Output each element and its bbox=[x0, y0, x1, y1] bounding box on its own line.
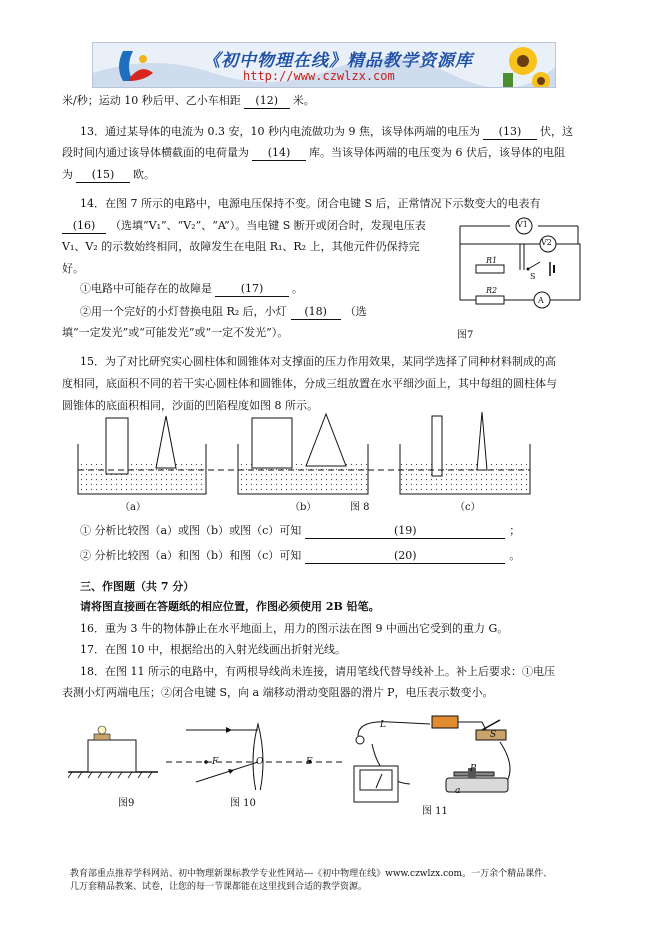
cone-a bbox=[156, 416, 176, 468]
blank-12: (12) bbox=[244, 94, 290, 109]
block-object bbox=[88, 740, 136, 772]
figure-11-caption: 图 11 bbox=[422, 806, 448, 817]
tray-c bbox=[400, 412, 530, 494]
bulb-icon bbox=[356, 736, 364, 744]
q16: 16．重为 3 牛的物体静止在水平地面上，用力的图示法在图 9 中画出它受到的重力 G。 bbox=[80, 622, 509, 635]
banner-url: http://www.czwlzx.com bbox=[243, 69, 395, 83]
q14-line-1: 14．在图 7 所示的电路中，电源电压保持不变。闭合电键 S 后，正常情况下示数变大的电表有 bbox=[80, 197, 541, 210]
resistor-r1-icon bbox=[476, 265, 504, 273]
banner-title: 《初中物理在线》精品教学资源库 bbox=[203, 51, 473, 71]
lamp-icon bbox=[94, 726, 110, 740]
focus-left bbox=[204, 760, 208, 764]
tray-a bbox=[78, 416, 206, 494]
switch-icon bbox=[527, 262, 541, 271]
incident-ray-2 bbox=[196, 762, 258, 782]
q13-line-3: 为 (15) 欧。 bbox=[62, 168, 155, 181]
figure-8-caption: 图 8 bbox=[350, 502, 370, 513]
blank-15: (15) bbox=[76, 168, 130, 183]
blank-14: (14) bbox=[252, 146, 306, 161]
q14-sub-2: ②用一个完好的小灯替换电阻 R₂ 后，小灯 (18) （选 bbox=[80, 305, 367, 318]
blank-17: (17) bbox=[215, 282, 289, 297]
blank-19: (19) bbox=[305, 524, 505, 539]
q13-line-2: 段时间内通过该导体横截面的电荷量为 (14) 库。当该导体两端的电压变为 6 伏后，该导体的电阻 bbox=[62, 146, 565, 159]
caption-c: （c） bbox=[455, 502, 481, 513]
q18-line-2: 表测小灯两端电压；②闭合电键 S，向 a 端移动滑动变阻器的滑片 P，电压表示数变小。 bbox=[62, 686, 494, 699]
section-3-note: 请将图直接画在答题纸的相应位置，作图必须使用 2B 铅笔。 bbox=[80, 600, 380, 613]
caption-b: （b） bbox=[290, 502, 317, 513]
label-p: P bbox=[470, 764, 477, 774]
q15-line-2: 度相同，底面积不同的若干实心圆柱体和圆锥体，分成三组放置在水平细沙面上，其中每组的圆柱体与 bbox=[62, 377, 557, 390]
label-f-right: F bbox=[306, 757, 313, 767]
label-v1: V1 bbox=[517, 220, 528, 229]
label-a-fig11: a bbox=[455, 786, 461, 796]
blank-20: (20) bbox=[305, 549, 505, 564]
label-r2: R2 bbox=[486, 286, 498, 295]
blank-16: (16) bbox=[62, 219, 106, 234]
cone-c bbox=[477, 412, 487, 470]
label-f-left: F bbox=[212, 757, 219, 767]
q14-sub-3: 填“一定发光”或“可能发光”或“一定不发光”）。 bbox=[62, 326, 289, 339]
label-s: S bbox=[530, 272, 536, 281]
header-banner bbox=[92, 42, 556, 88]
voltmeter-icon bbox=[354, 766, 398, 802]
figure-8-sand-trays bbox=[70, 408, 540, 498]
section-3-title: 三、作图题（共 7 分） bbox=[80, 580, 195, 593]
footer-line-2: 几万套精品教案、试卷，让您的每一节课都能在这里找到合适的教学资源。 bbox=[70, 882, 368, 892]
q18-line-1: 18．在图 11 所示的电路中，有两根导线尚未连接，请用笔线代替导线补上。补上后要求：①电压 bbox=[80, 665, 555, 678]
battery-icon bbox=[548, 262, 554, 276]
q12-tail: 米/秒；运动 10 秒后甲、乙小车相距 (12) 米。 bbox=[62, 94, 315, 107]
figure-10-caption: 图 10 bbox=[230, 798, 256, 809]
q15-line-3: 圆锥体的底面积相同，沙面的凹陷程度如图 8 所示。 bbox=[62, 399, 318, 412]
figure-9 bbox=[68, 716, 158, 780]
q17: 17．在图 10 中，根据给出的入射光线画出折射光线。 bbox=[80, 643, 346, 656]
label-a: A bbox=[538, 296, 544, 305]
q14-line-4: 好。 bbox=[62, 262, 84, 275]
figure-7-caption: 图7 bbox=[457, 330, 474, 341]
blank-13: (13) bbox=[483, 125, 537, 140]
label-l: L bbox=[380, 720, 386, 730]
label-r1: R1 bbox=[486, 256, 498, 265]
label-o: O bbox=[256, 757, 264, 767]
q14-sub-1: ①电路中可能存在的故障是 (17) 。 bbox=[80, 282, 303, 295]
figure-9-caption: 图9 bbox=[118, 798, 135, 809]
q15-sub-2: ② 分析比较图（a）和图（b）和图（c）可知 (20) 。 bbox=[80, 549, 521, 562]
battery-icon bbox=[432, 716, 458, 728]
q13-line-1: 13．通过某导体的电流为 0.3 安，10 秒内电流做功为 9 焦，该导体两端的电压为 (13) 伏，这 bbox=[80, 125, 573, 138]
q14-line-2: (16) （选填“V₁”、“V₂”、“A”）。当电键 S 断开或闭合时，发现电压表 bbox=[62, 219, 426, 234]
caption-a: （a） bbox=[120, 502, 146, 513]
cone-b bbox=[306, 414, 346, 466]
cylinder-b bbox=[252, 418, 292, 468]
label-v2: V2 bbox=[541, 238, 552, 247]
label-s-fig11: S bbox=[490, 730, 497, 740]
footer-line-1: 教育部重点推荐学科网站、初中物理新课标教学专业性网站---《初中物理在线》www.czwlzx.com。一万余个精品课件、 bbox=[70, 869, 553, 879]
cylinder-c bbox=[432, 416, 442, 476]
q15-line-1: 15．为了对比研究实心圆柱体和圆锥体对支撑面的压力作用效果，某同学选择了同种材料制成的高 bbox=[80, 355, 556, 368]
resistor-r2-icon bbox=[476, 296, 504, 304]
page-footer bbox=[70, 868, 630, 894]
figure-10-lens bbox=[166, 720, 346, 790]
blank-18: (18) bbox=[291, 305, 341, 320]
cylinder-a bbox=[106, 418, 128, 474]
tray-b bbox=[238, 414, 368, 494]
q15-sub-1: ① 分析比较图（a）或图（b）或图（c）可知 (19) ； bbox=[80, 524, 521, 537]
figure-11-circuit bbox=[350, 712, 530, 812]
q14-line-3: V₁、V₂ 的示数始终相同，故障发生在电阻 R₁、R₂ 上，其他元件仍保持完 bbox=[62, 240, 420, 253]
